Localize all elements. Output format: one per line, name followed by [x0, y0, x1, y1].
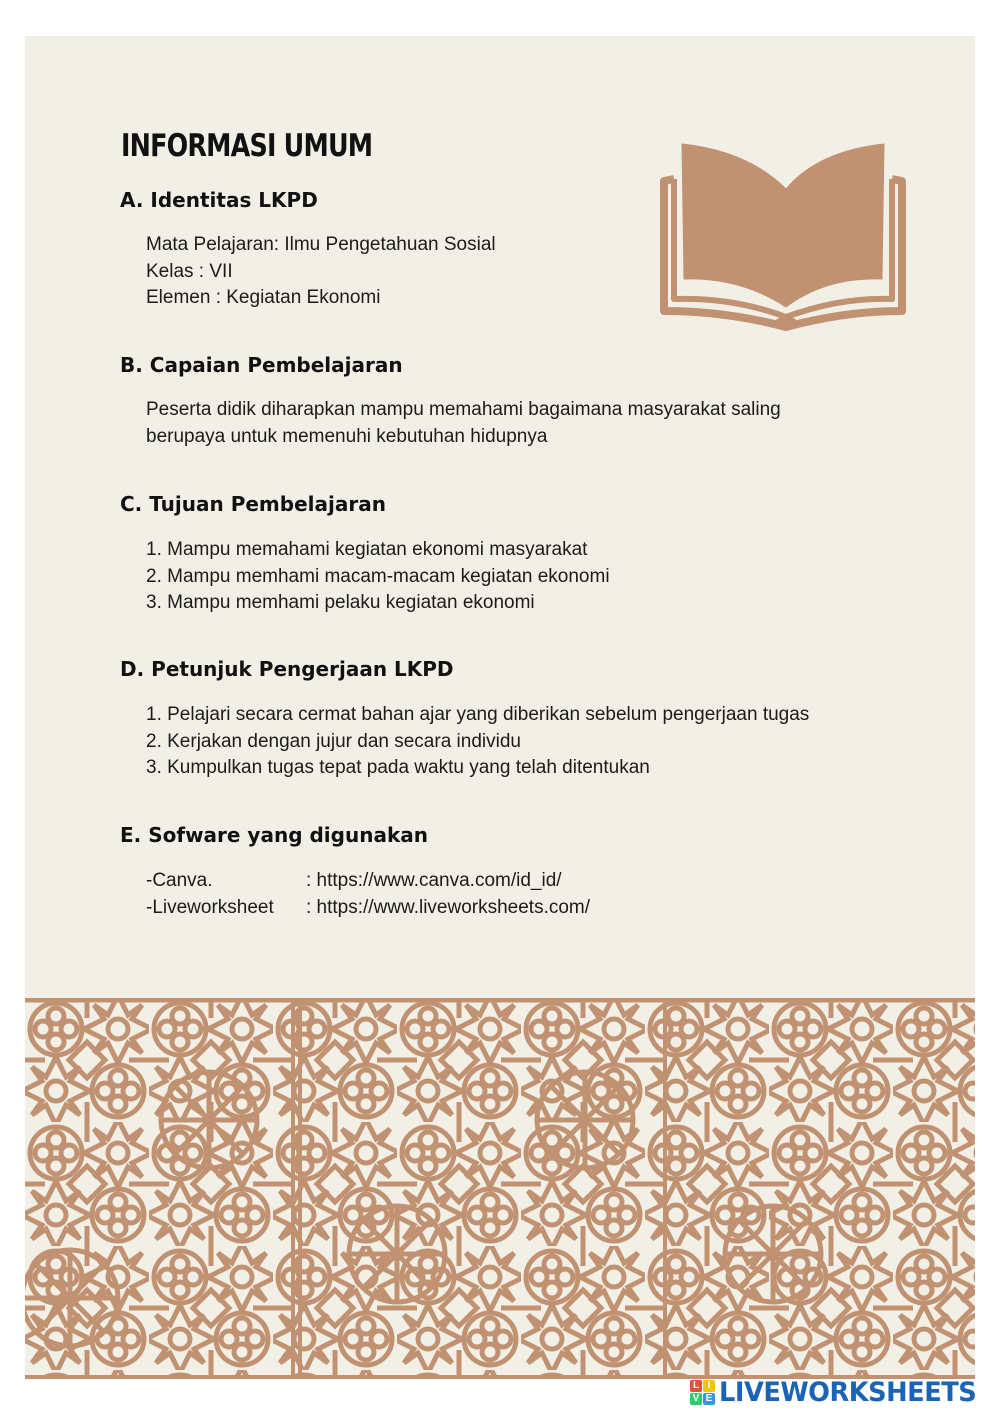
section-b-line: berupaya untuk memenuhi kebutuhan hidupnya [146, 425, 548, 447]
logo-tiles [690, 1380, 715, 1405]
software-row [146, 868, 590, 895]
section-a-line: Elemen : Kegiatan Ekonomi [146, 287, 381, 308]
logo-tile: I [703, 1380, 715, 1392]
section-c-line: 2. Mampu memhami macam-macam kegiatan ekonomi [146, 565, 610, 587]
software-name: -Canva. [146, 870, 213, 891]
section-d-heading: D. Petunjuk Pengerjaan LKPD [120, 657, 454, 681]
section-d-body [146, 702, 809, 782]
section-c-heading: C. Tujuan Pembelajaran [120, 492, 386, 516]
software-url: : https://www.canva.com/id_id/ [306, 870, 562, 891]
section-e-body [146, 868, 590, 921]
logo-tile: E [703, 1393, 715, 1405]
software-name: -Liveworksheet [146, 896, 274, 918]
section-a-line: Mata Pelajaran: Ilmu Pengetahuan Sosial [146, 234, 496, 255]
section-a-heading: A. Identitas LKPD [120, 188, 318, 212]
logo-text: LIVEWORKSHEETS [719, 1376, 977, 1408]
page-title: INFORMASI UMUM [121, 128, 373, 164]
section-c-line: 1. Mampu memahami kegiatan ekonomi masyarakat [146, 539, 588, 560]
logo-tile: V [690, 1393, 702, 1405]
section-c-body [146, 537, 610, 617]
software-url: : https://www.liveworksheets.com/ [306, 896, 591, 918]
section-b-body [146, 397, 781, 450]
section-b-line: Peserta didik diharapkan mampu memahami bagaimana masyarakat saling [146, 399, 781, 420]
section-e-heading: E. Sofware yang digunakan [120, 823, 428, 847]
section-d-line: 1. Pelajari secara cermat bahan ajar yang diberikan sebelum pengerjaan tugas [146, 704, 810, 725]
worksheet-page [25, 36, 975, 1379]
section-a-body [146, 232, 496, 312]
open-book-icon [658, 139, 908, 369]
section-c-line: 3. Mampu memhami pelaku kegiatan ekonomi [146, 592, 535, 613]
section-d-line: 2. Kerjakan dengan jujur dan secara individu [146, 730, 521, 752]
logo-tile: L [690, 1380, 702, 1392]
software-row [146, 895, 590, 922]
section-d-line: 3. Kumpulkan tugas tepat pada waktu yang telah ditentukan [146, 757, 650, 778]
section-a-line: Kelas : VII [146, 260, 233, 282]
liveworksheets-logo [690, 1377, 990, 1407]
geometric-pattern [25, 998, 975, 1379]
section-b-heading: B. Capaian Pembelajaran [120, 353, 403, 377]
